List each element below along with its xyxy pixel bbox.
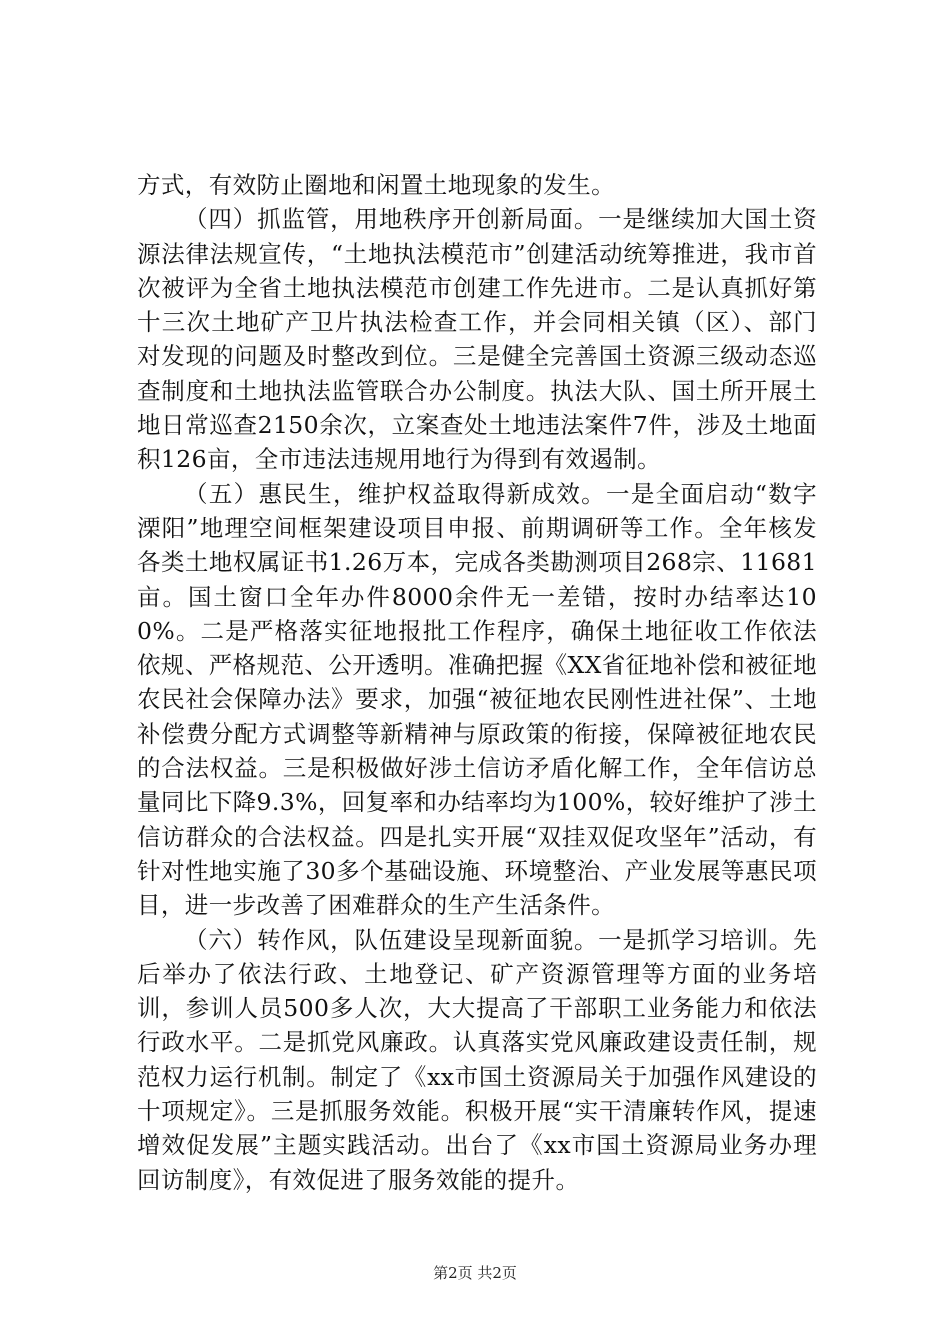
paragraph-continuation: 方式，有效防止圈地和闲置土地现象的发生。 [137, 171, 615, 199]
paragraph-section-four: （四）抓监管，用地秩序开创新局面。一是继续加大国土资源法律法规宣传，“土地执法模范市”创建活动统筹推进，我市首次被评为全省土地执法模范市创建工作先进市。二是认真抓好第十三次土地矿产卫片执法检查工作，并会同相关镇（区）、部门对发现的问题及时整改到位。三是健全完善国土资源三级动态巡查制度和土地执法监管联合办公制度。执法大队、国土所开展土地日常巡查2150余次，立案查处土地违法案件7件，涉及土地面积126亩，全市违法违规用地行为得到有效遏制。 [137, 205, 817, 474]
document-body [137, 168, 817, 1197]
page-footer [0, 1263, 950, 1283]
paragraph-section-five: （五）惠民生，维护权益取得新成效。一是全面启动“数字溧阳”地理空间框架建设项目申报、前期调研等工作。全年核发各类土地权属证书1.26万本，完成各类勘测项目268宗、11681亩。国土窗口全年办件8000余件无一差错，按时办结率达100%。二是严格落实征地报批工作程序，确保土地征收工作依法依规、严格规范、公开透明。准确把握《XX省征地补偿和被征地农民社会保障办法》要求，加强“被征地农民刚性进社保”、土地补偿费分配方式调整等新精神与原政策的衔接，保障被征地农民的合法权益。三是积极做好涉土信访矛盾化解工作，全年信访总量同比下降9.3%，回复率和办结率均为100%，较好维护了涉土信访群众的合法权益。四是扎实开展“双挂双促攻坚年”活动，有针对性地实施了30多个基础设施、环境整治、产业发展等惠民项目，进一步改善了困难群众的生产生活条件。 [137, 479, 817, 920]
page-number-label: 第2页 共2页 [433, 1264, 517, 1282]
paragraph-section-six: （六）转作风，队伍建设呈现新面貌。一是抓学习培训。先后举办了依法行政、土地登记、矿产资源管理等方面的业务培训，参训人员500多人次，大大提高了干部职工业务能力和依法行政水平。二是抓党风廉政。认真落实党风廉政建设责任制，规范权力运行机制。制定了《xx市国土资源局关于加强作风建设的十项规定》。三是抓服务效能。积极开展“实干清廉转作风，提速增效促发展”主题实践活动。出台了《xx市国土资源局业务办理回访制度》，有效促进了服务效能的提升。 [137, 925, 817, 1194]
